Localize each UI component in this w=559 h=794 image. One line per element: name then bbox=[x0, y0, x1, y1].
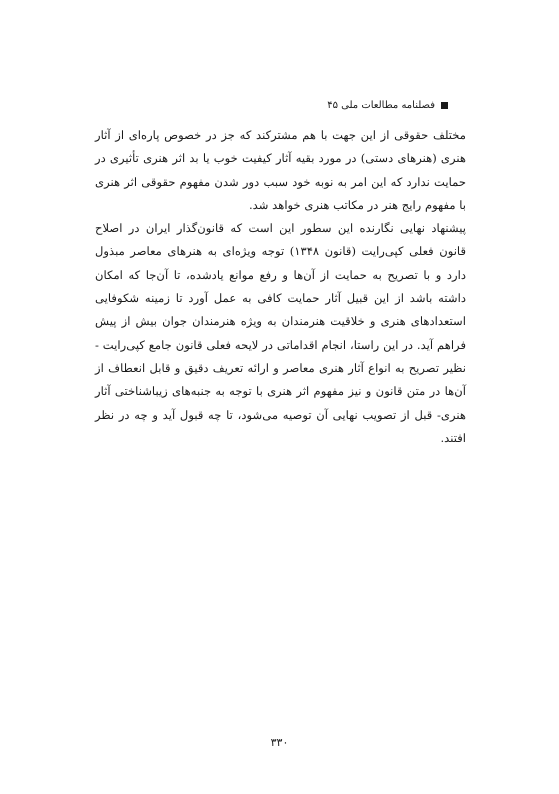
body-text bbox=[95, 124, 466, 450]
paragraph-1: مختلف حقوقی از این جهت با هم مشترکند که جز در خصوص پاره‌ای از آثار هنری (هنرهای دستی) در مورد بقیه آثار کیفیت خوب یا بد اثر هنری تأثیری در حمایت ندارد که این امر به نوبه خود سبب دور شدن مفهوم حقوقی اثر هنری با مفهوم رایج هنر در مکاتب هنری خواهد شد. bbox=[95, 128, 466, 212]
running-header bbox=[327, 97, 448, 113]
header-square-marker bbox=[441, 102, 448, 109]
running-title: فصلنامه مطالعات ملی ۴۵ bbox=[327, 99, 435, 111]
page-number: ۳۳۰ bbox=[270, 736, 289, 749]
paragraph-2: پیشنهاد نهایی نگارنده این سطور این است که قانون‌گذار ایران در اصلاح قانون فعلی کپی‌رایت (قانون ۱۳۴۸) توجه ویژه‌ای به هنرهای معاصر مبذول دارد و با تصریح به حمایت از آن‌ها و رفع موانع یادشده، تا آن‌جا که امکان داشته باشد از این قبیل آثار حمایت کافی به عمل آورد تا زمینه شکوفایی استعدادهای هنری و خلاقیت هنرمندان به ویژه هنرمندان جوان بیش از پیش فراهم آید. در این راستا، انجام اقداماتی در لایحه فعلی قانون جامع کپی‌رایت - نظیر تصریح به انواع آثار هنری معاصر و ارائه تعریف دقیق و قابل انعطاف از آن‌ها در متن قانون و نیز مفهوم اثر هنری با توجه به جنبه‌های زیباشناختی آثار هنری- قبل از تصویب نهایی آن توصیه می‌شود، تا چه قبول آید و چه در نظر افتند. bbox=[95, 221, 466, 445]
